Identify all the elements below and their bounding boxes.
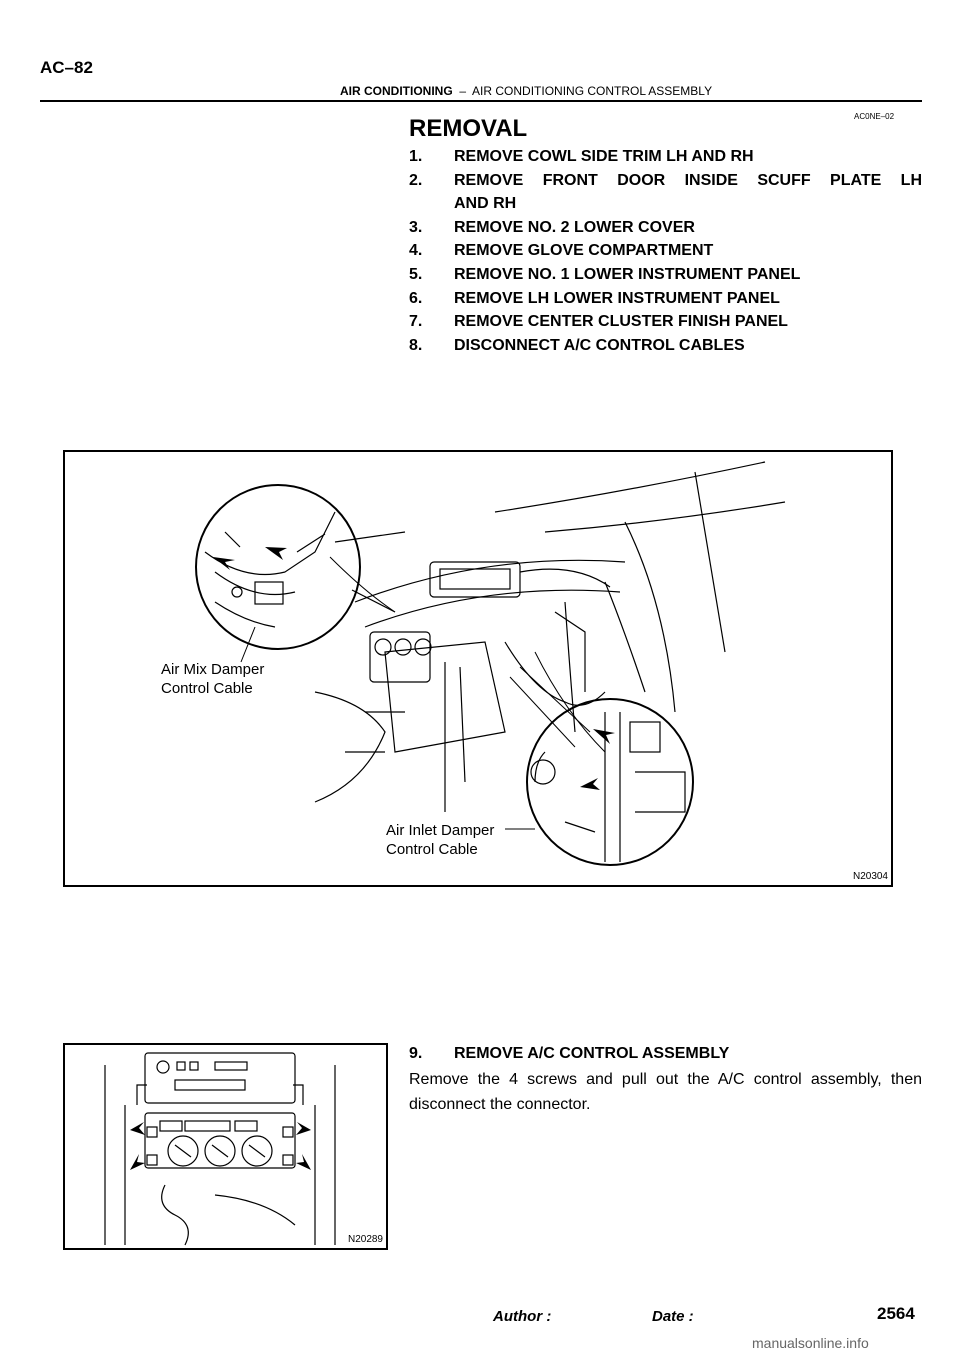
control-assembly-illustration	[65, 1045, 386, 1248]
footer-author-label: Author :	[493, 1308, 552, 1325]
list-item	[409, 334, 922, 358]
step-number: 9.	[409, 1045, 423, 1062]
figure-id: N20304	[852, 871, 888, 882]
step-title: REMOVE A/C CONTROL ASSEMBLY	[454, 1045, 730, 1062]
header-subsection: AIR CONDITIONING CONTROL ASSEMBLY	[472, 84, 713, 98]
arrow-icon	[593, 729, 615, 744]
step-number: 2.	[409, 171, 423, 189]
footer-date-label: Date :	[652, 1308, 694, 1325]
list-item	[409, 216, 922, 240]
figure-control-assembly	[63, 1043, 388, 1250]
list-item	[409, 145, 922, 169]
step-number: 5.	[409, 265, 423, 283]
header-title	[340, 84, 712, 98]
step-number: 3.	[409, 218, 423, 236]
step-number	[409, 192, 454, 216]
step-text: REMOVE COWL SIDE TRIM LH AND RH	[454, 148, 754, 165]
arrow-icon	[296, 1154, 311, 1170]
step-number: 7.	[409, 313, 423, 331]
section-title: REMOVAL	[409, 115, 528, 142]
list-item	[409, 169, 922, 193]
step-text: REMOVE CENTER CLUSTER FINISH PANEL	[454, 313, 788, 331]
label-line: Air Mix Damper	[161, 661, 265, 678]
label-air-mix-damper	[161, 660, 264, 698]
arrow-icon	[130, 1122, 145, 1135]
list-item	[409, 192, 922, 216]
figure-control-cables	[63, 450, 893, 887]
step-text: REMOVE GLOVE COMPARTMENT	[454, 242, 714, 260]
label-air-inlet-damper	[386, 821, 494, 859]
footer-page-number: 2564	[877, 1304, 915, 1323]
air-inlet-detail	[527, 699, 693, 865]
step-text: REMOVE NO. 2 LOWER COVER	[454, 218, 695, 236]
arrow-icon	[296, 1122, 311, 1135]
header-section: AIR CONDITIONING	[340, 84, 453, 98]
label-line: Control Cable	[161, 680, 253, 697]
document-code: AC0NE–02	[854, 112, 895, 121]
watermark: manualsonline.info	[752, 1335, 869, 1351]
step-text: REMOVE LH LOWER INSTRUMENT PANEL	[454, 289, 780, 307]
step-number: 6.	[409, 289, 423, 307]
list-item	[409, 287, 922, 311]
step-9-body: Remove the 4 screws and pull out the A/C control assembly, then disconnect the connector.	[409, 1071, 922, 1113]
step-text: REMOVE NO. 1 LOWER INSTRUMENT PANEL	[454, 265, 801, 283]
list-item	[409, 263, 922, 287]
label-line: Control Cable	[386, 841, 478, 858]
header-rule	[40, 100, 922, 102]
label-line: Air Inlet Damper	[386, 822, 495, 839]
header-separator: –	[459, 84, 467, 98]
step-text: REMOVE FRONT DOOR INSIDE SCUFF PLATE LH	[454, 171, 922, 189]
list-item	[409, 239, 922, 263]
arrow-icon	[265, 547, 287, 560]
step-text: DISCONNECT A/C CONTROL CABLES	[454, 336, 745, 354]
list-item	[409, 310, 922, 334]
step-9	[409, 1042, 922, 1117]
step-number: 4.	[409, 242, 423, 260]
figure-id: N20289	[347, 1234, 383, 1245]
step-text: AND RH	[454, 195, 517, 213]
step-number: 1.	[409, 148, 423, 165]
air-mix-detail	[196, 485, 360, 649]
removal-steps	[409, 145, 922, 357]
arrow-icon	[580, 778, 600, 790]
arrow-icon	[130, 1154, 145, 1170]
page-number: AC–82	[40, 58, 93, 77]
step-9-heading	[409, 1042, 922, 1066]
step-number: 8.	[409, 336, 423, 354]
